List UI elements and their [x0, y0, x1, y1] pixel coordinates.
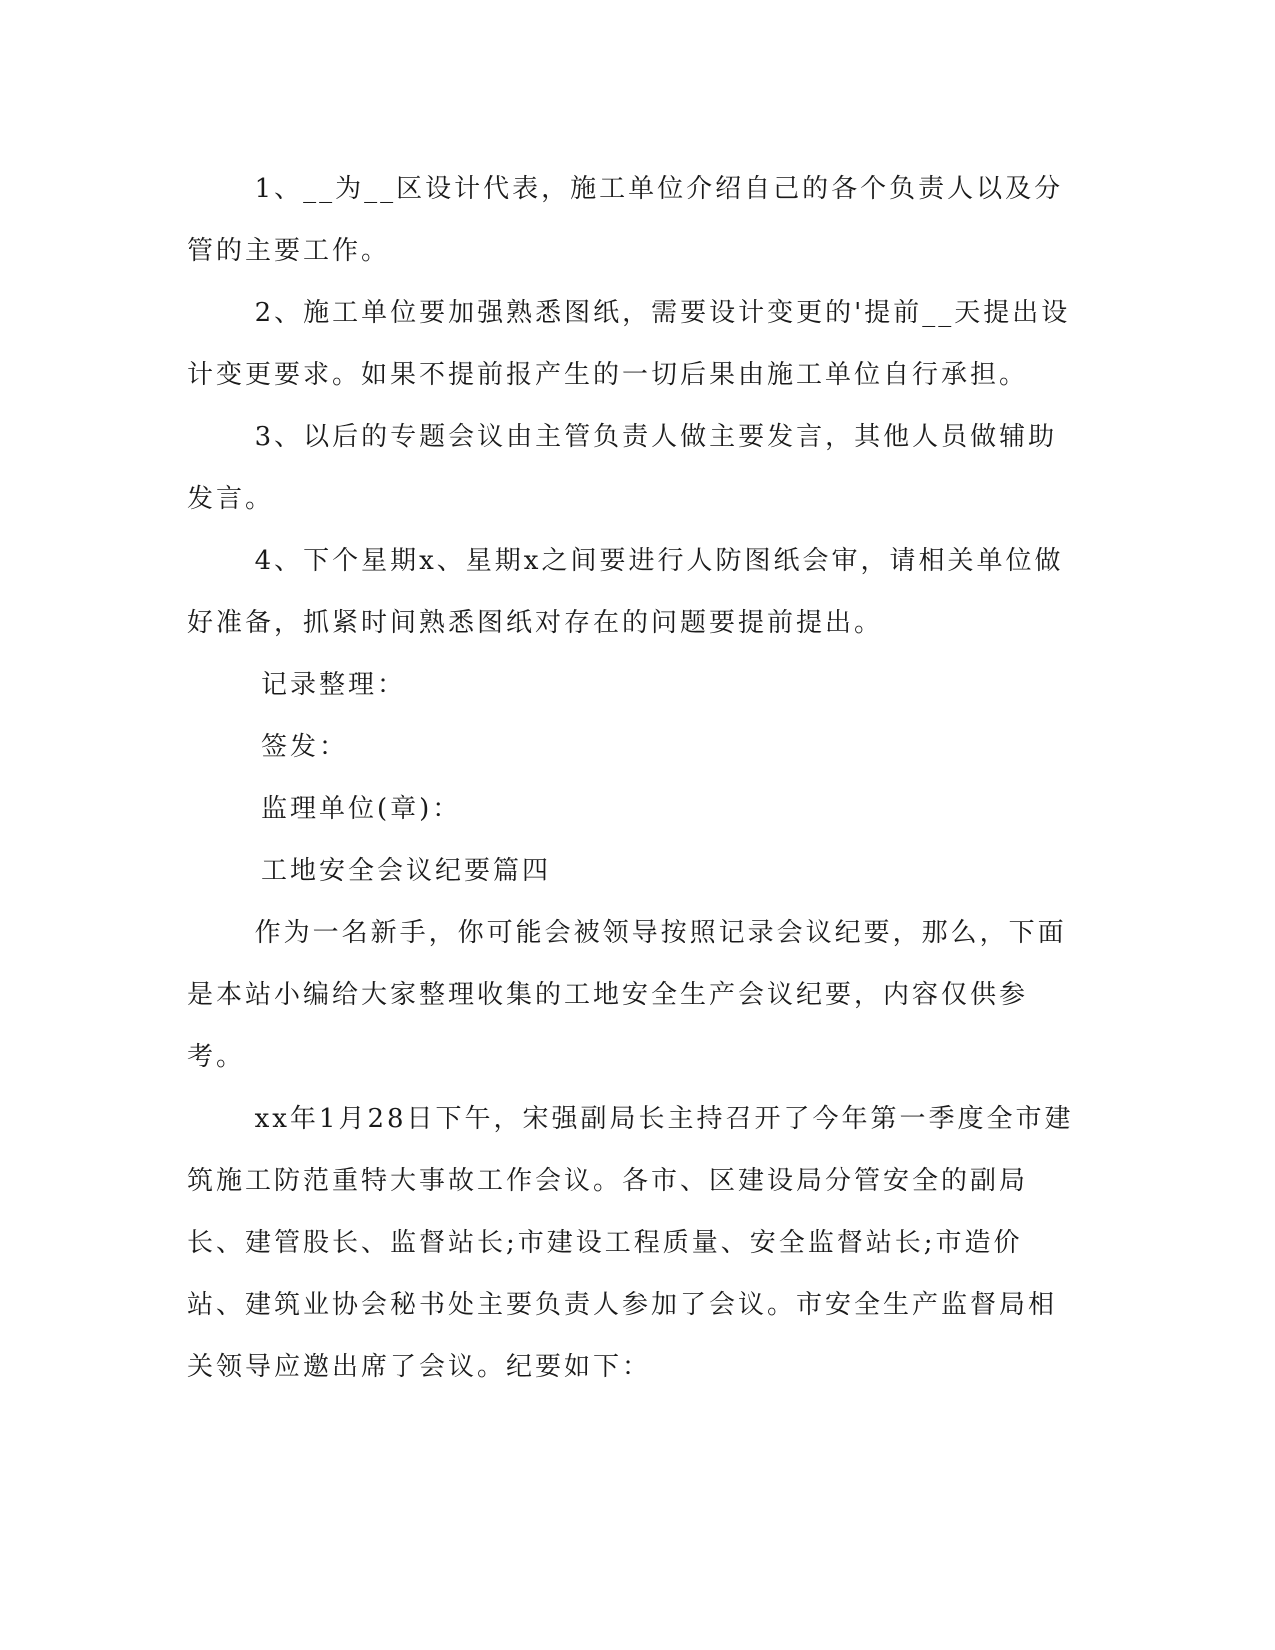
paragraph-item-1: 1、__为__区设计代表，施工单位介绍自己的各个负责人以及分管的主要工作。 — [187, 174, 1064, 266]
supervisor-label: 监理单位(章)： — [261, 794, 462, 824]
paragraph-item-3: 3、以后的专题会议由主管负责人做主要发言，其他人员做辅助发言。 — [187, 422, 1058, 514]
record-label: 记录整理： — [261, 670, 407, 700]
intro-paragraph: 作为一名新手，你可能会被领导按照记录会议纪要，那么，下面是本站小编给大家整理收集的工地安全生产会议纪要，内容仅供参考。 — [187, 918, 1067, 1072]
sign-label: 签发： — [261, 732, 349, 762]
paragraph-item-4: 4、下个星期x、星期x之间要进行人防图纸会审，请相关单位做好准备，抓紧时间熟悉图纸对存在的问题要提前提出。 — [187, 546, 1064, 638]
meeting-paragraph: xx年1月28日下午，宋强副局长主持召开了今年第一季度全市建筑施工防范重特大事故工作会议。各市、区建设局分管安全的副局长、建管股长、监督站长;市建设工程质量、安全监督站长;市造价站、建筑业协会秘书处主要负责人参加了会议。市安全生产监督局相关领导应邀出席了会议。纪要如下： — [187, 1104, 1074, 1382]
section-heading: 工地安全会议纪要篇四 — [261, 856, 552, 886]
paragraph-item-2: 2、施工单位要加强熟悉图纸，需要设计变更的'提前__天提出设计变更要求。如果不提前报产生的一切后果由施工单位自行承担。 — [187, 298, 1071, 390]
document-body — [187, 158, 1077, 1398]
